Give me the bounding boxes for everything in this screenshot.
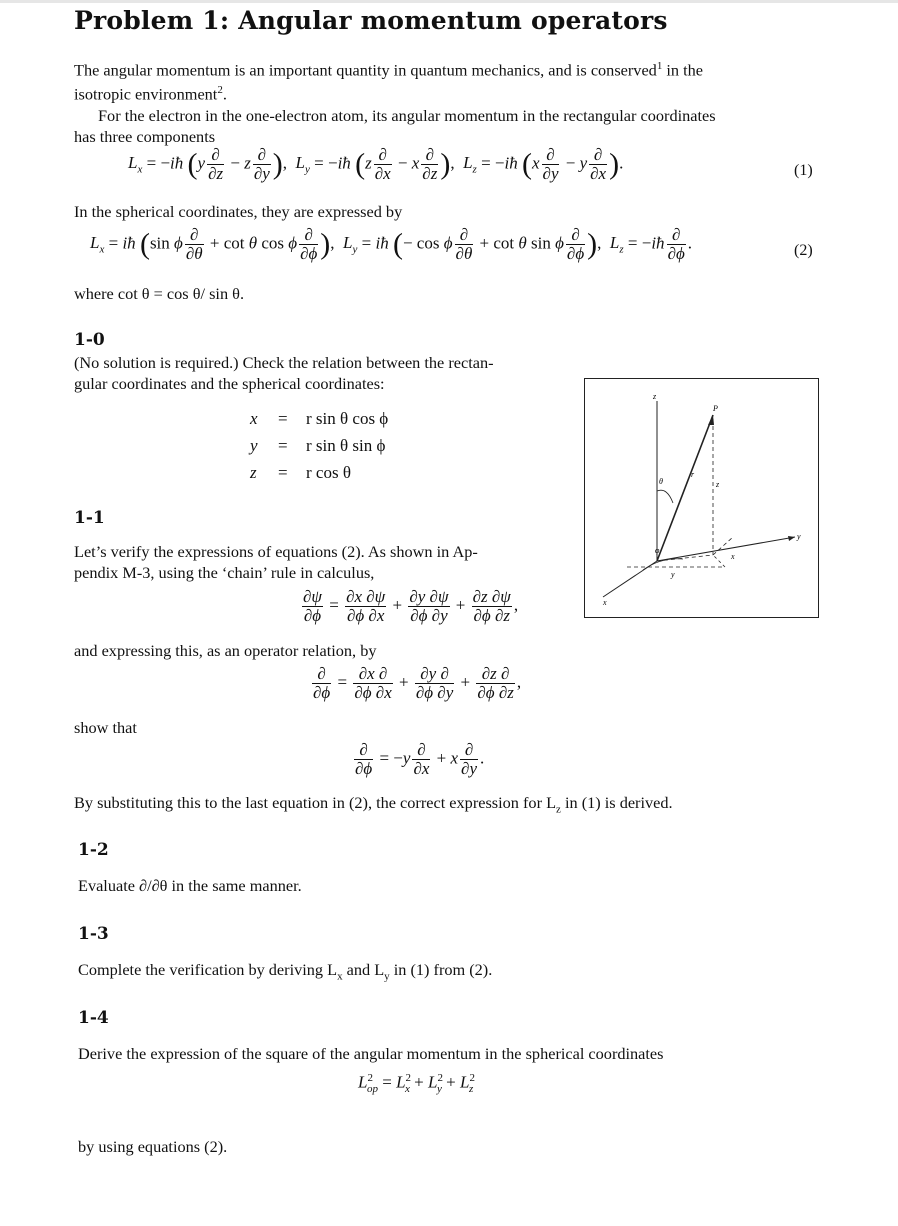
- section-heading-1-0: 1-0: [74, 330, 105, 350]
- section-1-0-line-2: gular coordinates and the spherical coordinates:: [74, 374, 385, 393]
- coord-equals-3: =: [278, 463, 288, 482]
- section-1-3-text: Complete the verification by deriving $L_x$ and $L_y$ in (1) from (2).: [78, 960, 493, 983]
- section-1-2-text: Evaluate ∂/∂θ in the same manner.: [78, 876, 302, 895]
- show-that-text: show that: [74, 718, 137, 737]
- coord-equals: [278, 405, 288, 486]
- y-axis-line: [657, 537, 795, 561]
- intro-line-1: The angular momentum is an important quantity in quantum mechanics, and is conserved$^1$ in the: [74, 60, 704, 80]
- label-z-proj: z: [716, 480, 720, 489]
- section-1-1-line-2: pendix M-3, using the ‘chain’ rule in calculus,: [74, 563, 375, 582]
- section-heading-1-3: 1-3: [78, 924, 109, 944]
- corner-projection: [713, 555, 725, 567]
- r-vector: [657, 415, 713, 561]
- label-P: P: [713, 404, 718, 413]
- l-squared-equation: $L^2_{op} = L^2_x + L^2_y + L^2_z$: [358, 1072, 475, 1096]
- coord-lhs-x: x: [250, 409, 258, 428]
- coord-rhs-z: r cos θ: [306, 463, 351, 482]
- intro-line-4: has three components: [74, 126, 216, 146]
- theta-arc: [657, 490, 673, 503]
- section-1-1-conclusion: By substituting this to the last equation in (2), the correct expression for $L_z$ in (1) is derived.: [74, 793, 673, 816]
- section-1-4-closing: by using equations (2).: [78, 1137, 228, 1156]
- phi-arc: [643, 559, 683, 570]
- section-1-0-line-1: (No solution is required.) Check the relation between the rectan-: [74, 353, 494, 372]
- spherical-intro: In the spherical coordinates, they are expressed by: [74, 202, 403, 221]
- intro-line-3: For the electron in the one-electron atom, its angular momentum in the rectangular coordinates: [98, 105, 716, 125]
- coord-lhs-y: y: [250, 436, 258, 455]
- label-y-axis: y: [797, 532, 801, 541]
- label-theta: θ: [659, 477, 663, 486]
- section-1-0-text: [74, 352, 574, 394]
- x-projection: [713, 537, 733, 555]
- equation-1: $L_x$ = −iħ (y $\frac{\partial}{\partial z}$ − z $\frac{\partial}{\partial y}$ ), $L_y$ = −iħ (z $\frac{\partial}{\partial x}$ − x $\frac{\partial}{\partial z}$ ), $L_z$ = −iħ (x $\frac{\partial}{\partial y}$ − y $\frac{\partial}{\partial x}$ ).: [128, 145, 624, 183]
- operator-equation: $\frac{\partial}{\partial\phi}$ = $\frac{\partial x \partial}{\partial\phi \partial x}$ + $\frac{\partial y \partial}{\partial\phi \partial y}$ + $\frac{\partial z \partial}{\partial\phi \partial z}$ ,: [313, 664, 522, 702]
- show-that-equation: $\frac{\partial}{\partial\phi}$ = −y $\frac{\partial}{\partial x}$ + x $\frac{\partial}{\partial y}$ .: [355, 740, 485, 778]
- section-heading-1-1: 1-1: [74, 508, 105, 528]
- label-x-axis: x: [603, 598, 607, 607]
- where-cot: where cot θ = cos θ/ sin θ.: [74, 284, 245, 303]
- section-heading-1-4: 1-4: [78, 1008, 109, 1028]
- coord-lhs: [250, 405, 258, 486]
- operator-relation-text: and expressing this, as an operator relation, by: [74, 641, 377, 660]
- coord-rhs-y: r sin θ sin ϕ: [306, 436, 386, 455]
- equation-2-number: (2): [794, 242, 813, 259]
- intro-line-2: isotropic environment$^2$.: [74, 84, 227, 104]
- page-title: Problem 1: Angular momentum operators: [74, 6, 668, 35]
- coord-equals-1: =: [278, 409, 288, 428]
- section-1-1-text: [74, 541, 574, 583]
- chain-rule-equation: $\frac{\partial\psi}{\partial\phi}$ = $\frac{\partial x \partial\psi}{\partial\phi \partial x}$ + $\frac{\partial y \partial\psi}{\partial\phi \partial y}$ + $\frac{\partial z \partial\psi}{\partial\phi \partial z}$ ,: [303, 587, 519, 625]
- spherical-coordinates-figure: [584, 378, 819, 618]
- section-1-4-text: Derive the expression of the square of the angular momentum in the spherical coordinates: [78, 1044, 664, 1063]
- coord-rhs: [306, 405, 388, 486]
- intro-paragraph: [74, 56, 834, 147]
- equation-2: $L_x$ = iħ (sin ϕ $\frac{\partial}{\partial\theta}$ + cot θ cos ϕ $\frac{\partial}{\partial\phi}$ ), $L_y$ = iħ (− cos ϕ $\frac{\partial}{\partial\theta}$ + cot θ sin ϕ $\frac{\partial}{\partial\phi}$ ), $L_z$ = −iħ $\frac{\partial}{\partial\phi}$ .: [90, 225, 693, 263]
- section-heading-1-2: 1-2: [78, 840, 109, 860]
- label-z: z: [653, 392, 657, 401]
- coord-rhs-x: r sin θ cos ϕ: [306, 409, 389, 428]
- coord-equals-2: =: [278, 436, 288, 455]
- top-rule: [0, 0, 898, 3]
- label-phi: φ: [655, 546, 660, 555]
- section-1-1-line-1: Let’s verify the expressions of equations (2). As shown in Ap-: [74, 542, 478, 561]
- equation-1-number: (1): [794, 162, 813, 179]
- coord-lhs-z: z: [250, 463, 257, 482]
- label-r: r: [691, 470, 695, 479]
- figure-svg: [585, 379, 818, 617]
- label-x-proj: x: [731, 552, 735, 561]
- label-y-proj: y: [671, 570, 675, 579]
